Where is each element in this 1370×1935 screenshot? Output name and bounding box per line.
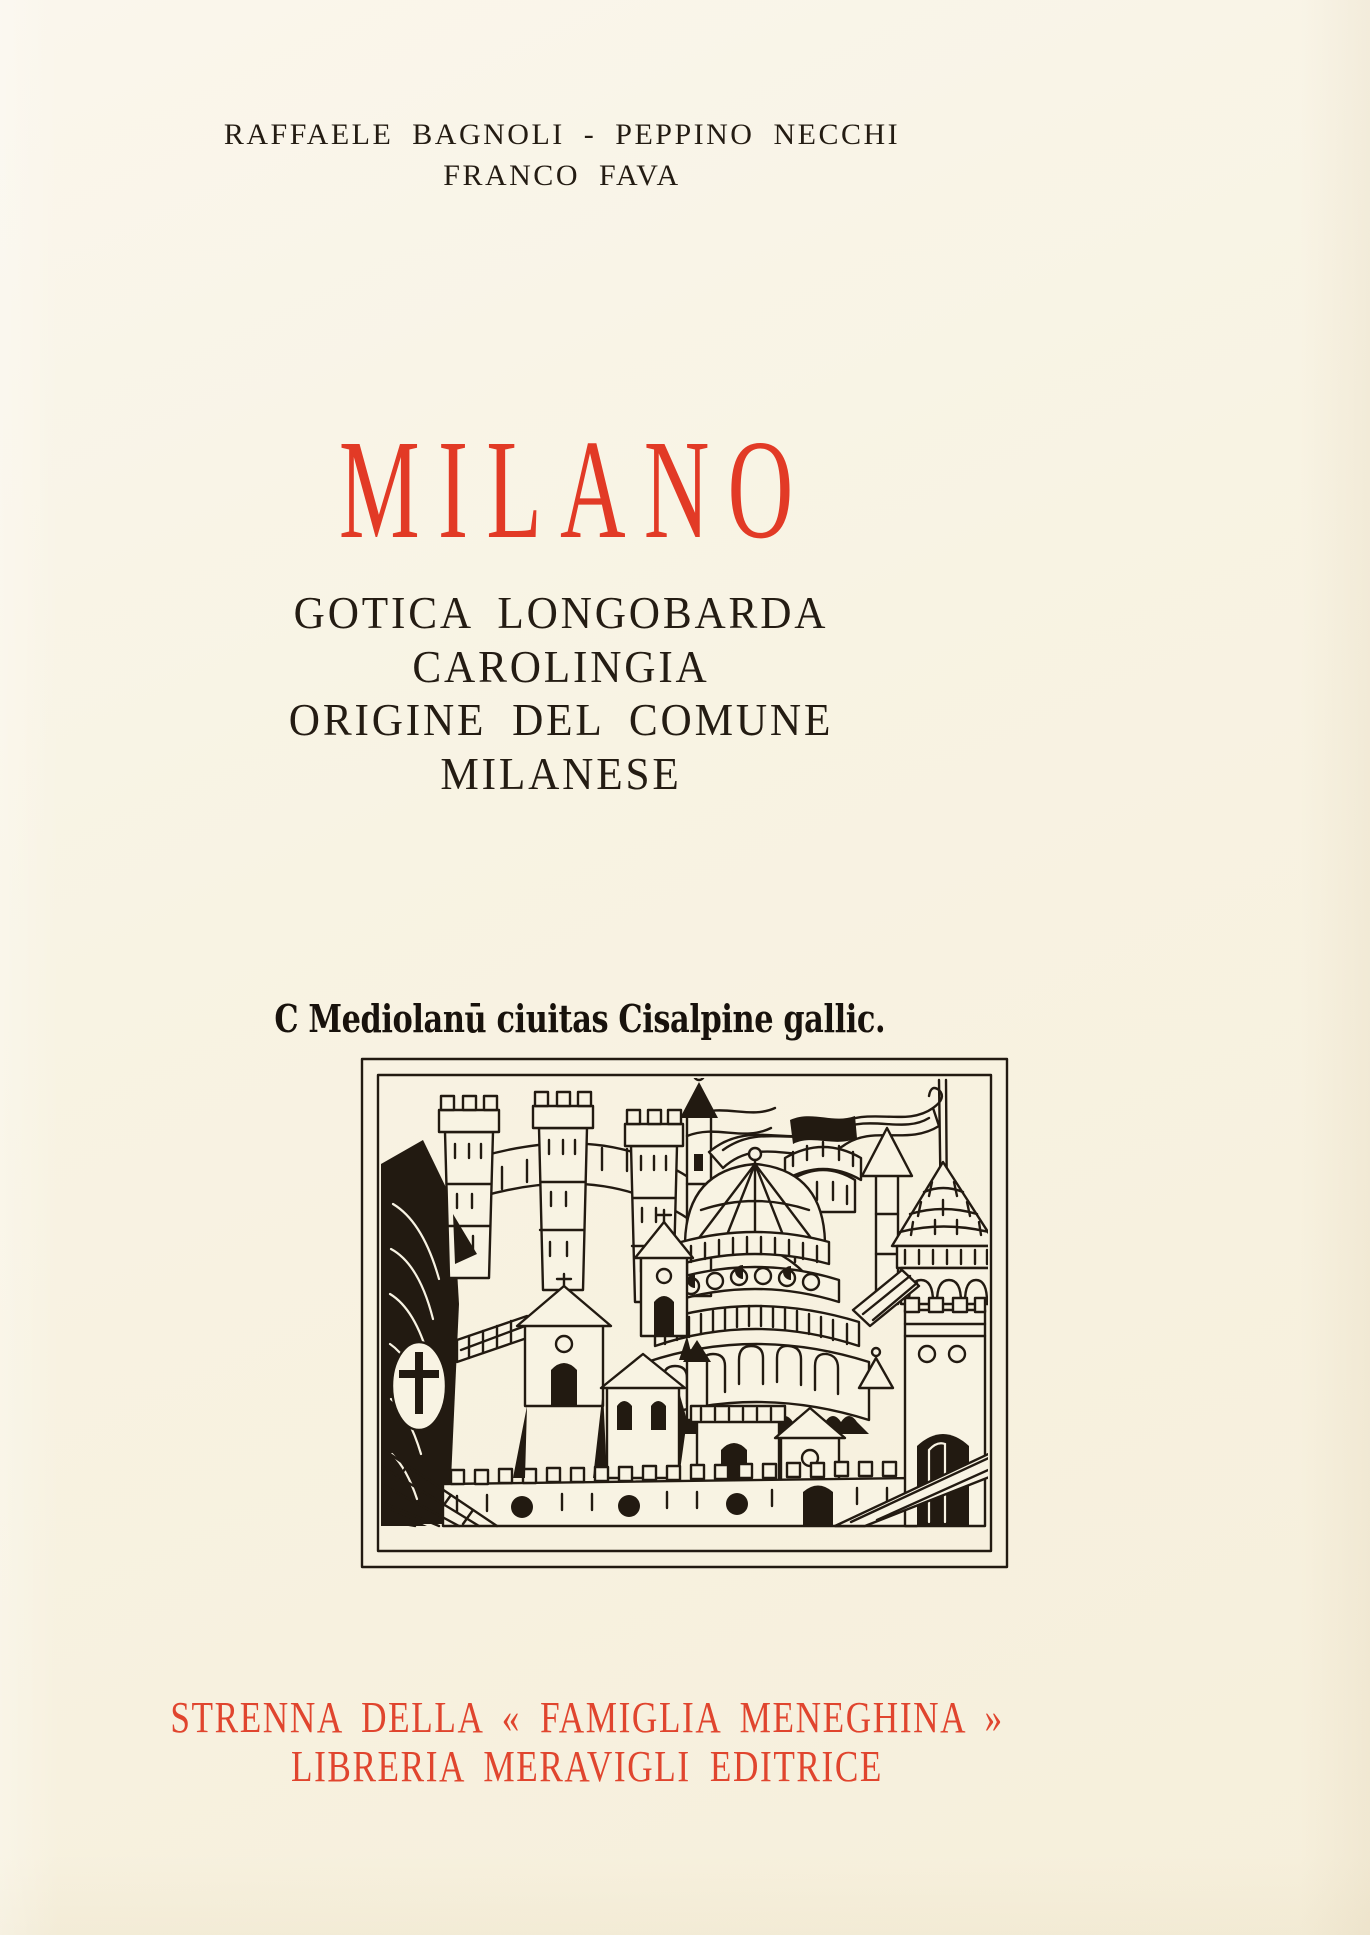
bottom-wall: [443, 1462, 917, 1526]
subtitle-line-2: CAROLINGIA: [412, 640, 710, 692]
author-line-1: RAFFAELE BAGNOLI - PEPPINO NECCHI: [223, 118, 901, 151]
subtitle-line-3: ORIGINE DEL COMUNE: [288, 694, 834, 745]
subtitle-line-4: MILANESE: [440, 747, 682, 799]
book-title: MILANO: [338, 410, 812, 568]
author-names: [0, 114, 1124, 196]
publisher-footer: [0, 1694, 1174, 1791]
woodcut-scene: [381, 1070, 997, 1526]
woodcut-caption: C Mediolanū ciuitas Cisalpine gallic.: [274, 996, 886, 1041]
brick-spire-tower: [892, 1080, 997, 1304]
book-subtitle: [0, 586, 1122, 800]
subtitle-line-1: GOTICA LONGOBARDA: [293, 587, 829, 638]
medieval-city-woodcut-icon: [357, 1054, 1012, 1572]
footer-line-2: LIBRERIA MERAVIGLI EDITRICE: [290, 1741, 884, 1791]
author-line-2: FRANCO FAVA: [443, 159, 681, 192]
left-church: [457, 1274, 611, 1406]
footer-line-1: STRENNA DELLA « FAMIGLIA MENEGHINA »: [170, 1693, 1004, 1742]
book-title-wrap: [0, 410, 1122, 568]
